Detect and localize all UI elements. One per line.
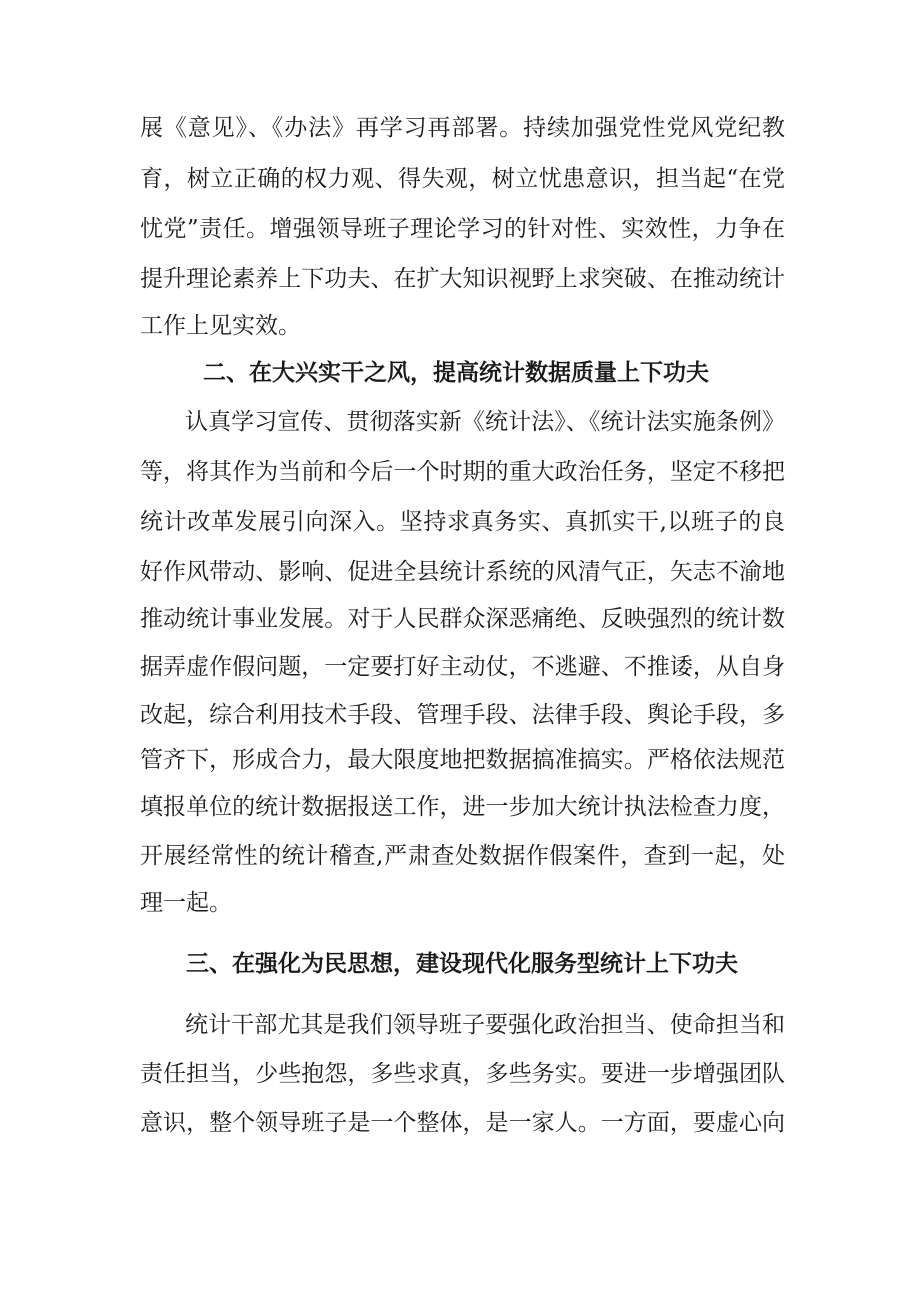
section-2-line-4: 好作风带动、影响、促进全县统计系统的风清气正，矢志不渝地 — [140, 559, 785, 585]
paragraph-1-line-4: 提升理论素养上下功夫、在扩大知识视野上求突破、在推动统计 — [140, 266, 785, 292]
paragraph-1-line-2: 育，树立正确的权力观、得失观，树立忧患意识，担当起“在党 — [140, 166, 785, 192]
section-2-line-9: 填报单位的统计数据报送工作，进一步加大统计执法检查力度， — [140, 794, 785, 820]
section-2-line-7: 改起，综合利用技术手段、管理手段、法律手段、舆论手段，多 — [140, 702, 785, 728]
section-3-line-1: 统计干部尤其是我们领导班子要强化政治担当、使命担当和 — [185, 1012, 785, 1038]
section-2-line-1: 认真学习宣传、贯彻落实新《统计法》、《统计法实施条例》 — [185, 409, 785, 435]
section-2-line-11: 理一起。 — [140, 890, 232, 916]
section-2-heading: 二、在大兴实干之风，提高统计数据质量上下功夫 — [203, 360, 709, 386]
paragraph-1-line-1: 展《意见》、《办法》再学习再部署。持续加强党性党风党纪教 — [140, 115, 785, 141]
section-2-line-10: 开展经常性的统计稽查,严肃查处数据作假案件，查到一起，处 — [140, 843, 785, 869]
section-3-heading: 三、在强化为民思想，建设现代化服务型统计上下功夫 — [186, 951, 738, 977]
section-2-line-8: 管齐下，形成合力，最大限度地把数据搞准搞实。严格依法规范 — [140, 747, 785, 773]
section-3-line-2: 责任担当，少些抱怨，多些求真，多些务实。要进一步增强团队 — [140, 1061, 785, 1087]
section-2-line-5: 推动统计事业发展。对于人民群众深恶痛绝、反映强烈的统计数 — [140, 606, 785, 632]
section-2-line-6: 据弄虚作假问题，一定要打好主动仗，不逃避、不推诿，从自身 — [140, 654, 785, 680]
section-2-line-3: 统计改革发展引向深入。坚持求真务实、真抓实干,以班子的良 — [140, 509, 785, 535]
section-3-line-3: 意识，整个领导班子是一个整体，是一家人。一方面，要虚心向 — [140, 1110, 785, 1136]
section-2-line-2: 等，将其作为当前和今后一个时期的重大政治任务，坚定不移把 — [140, 459, 785, 485]
paragraph-1-line-3: 忧党”责任。增强领导班子理论学习的针对性、实效性，力争在 — [140, 216, 785, 242]
paragraph-1-line-5: 工作上见实效。 — [140, 313, 301, 339]
